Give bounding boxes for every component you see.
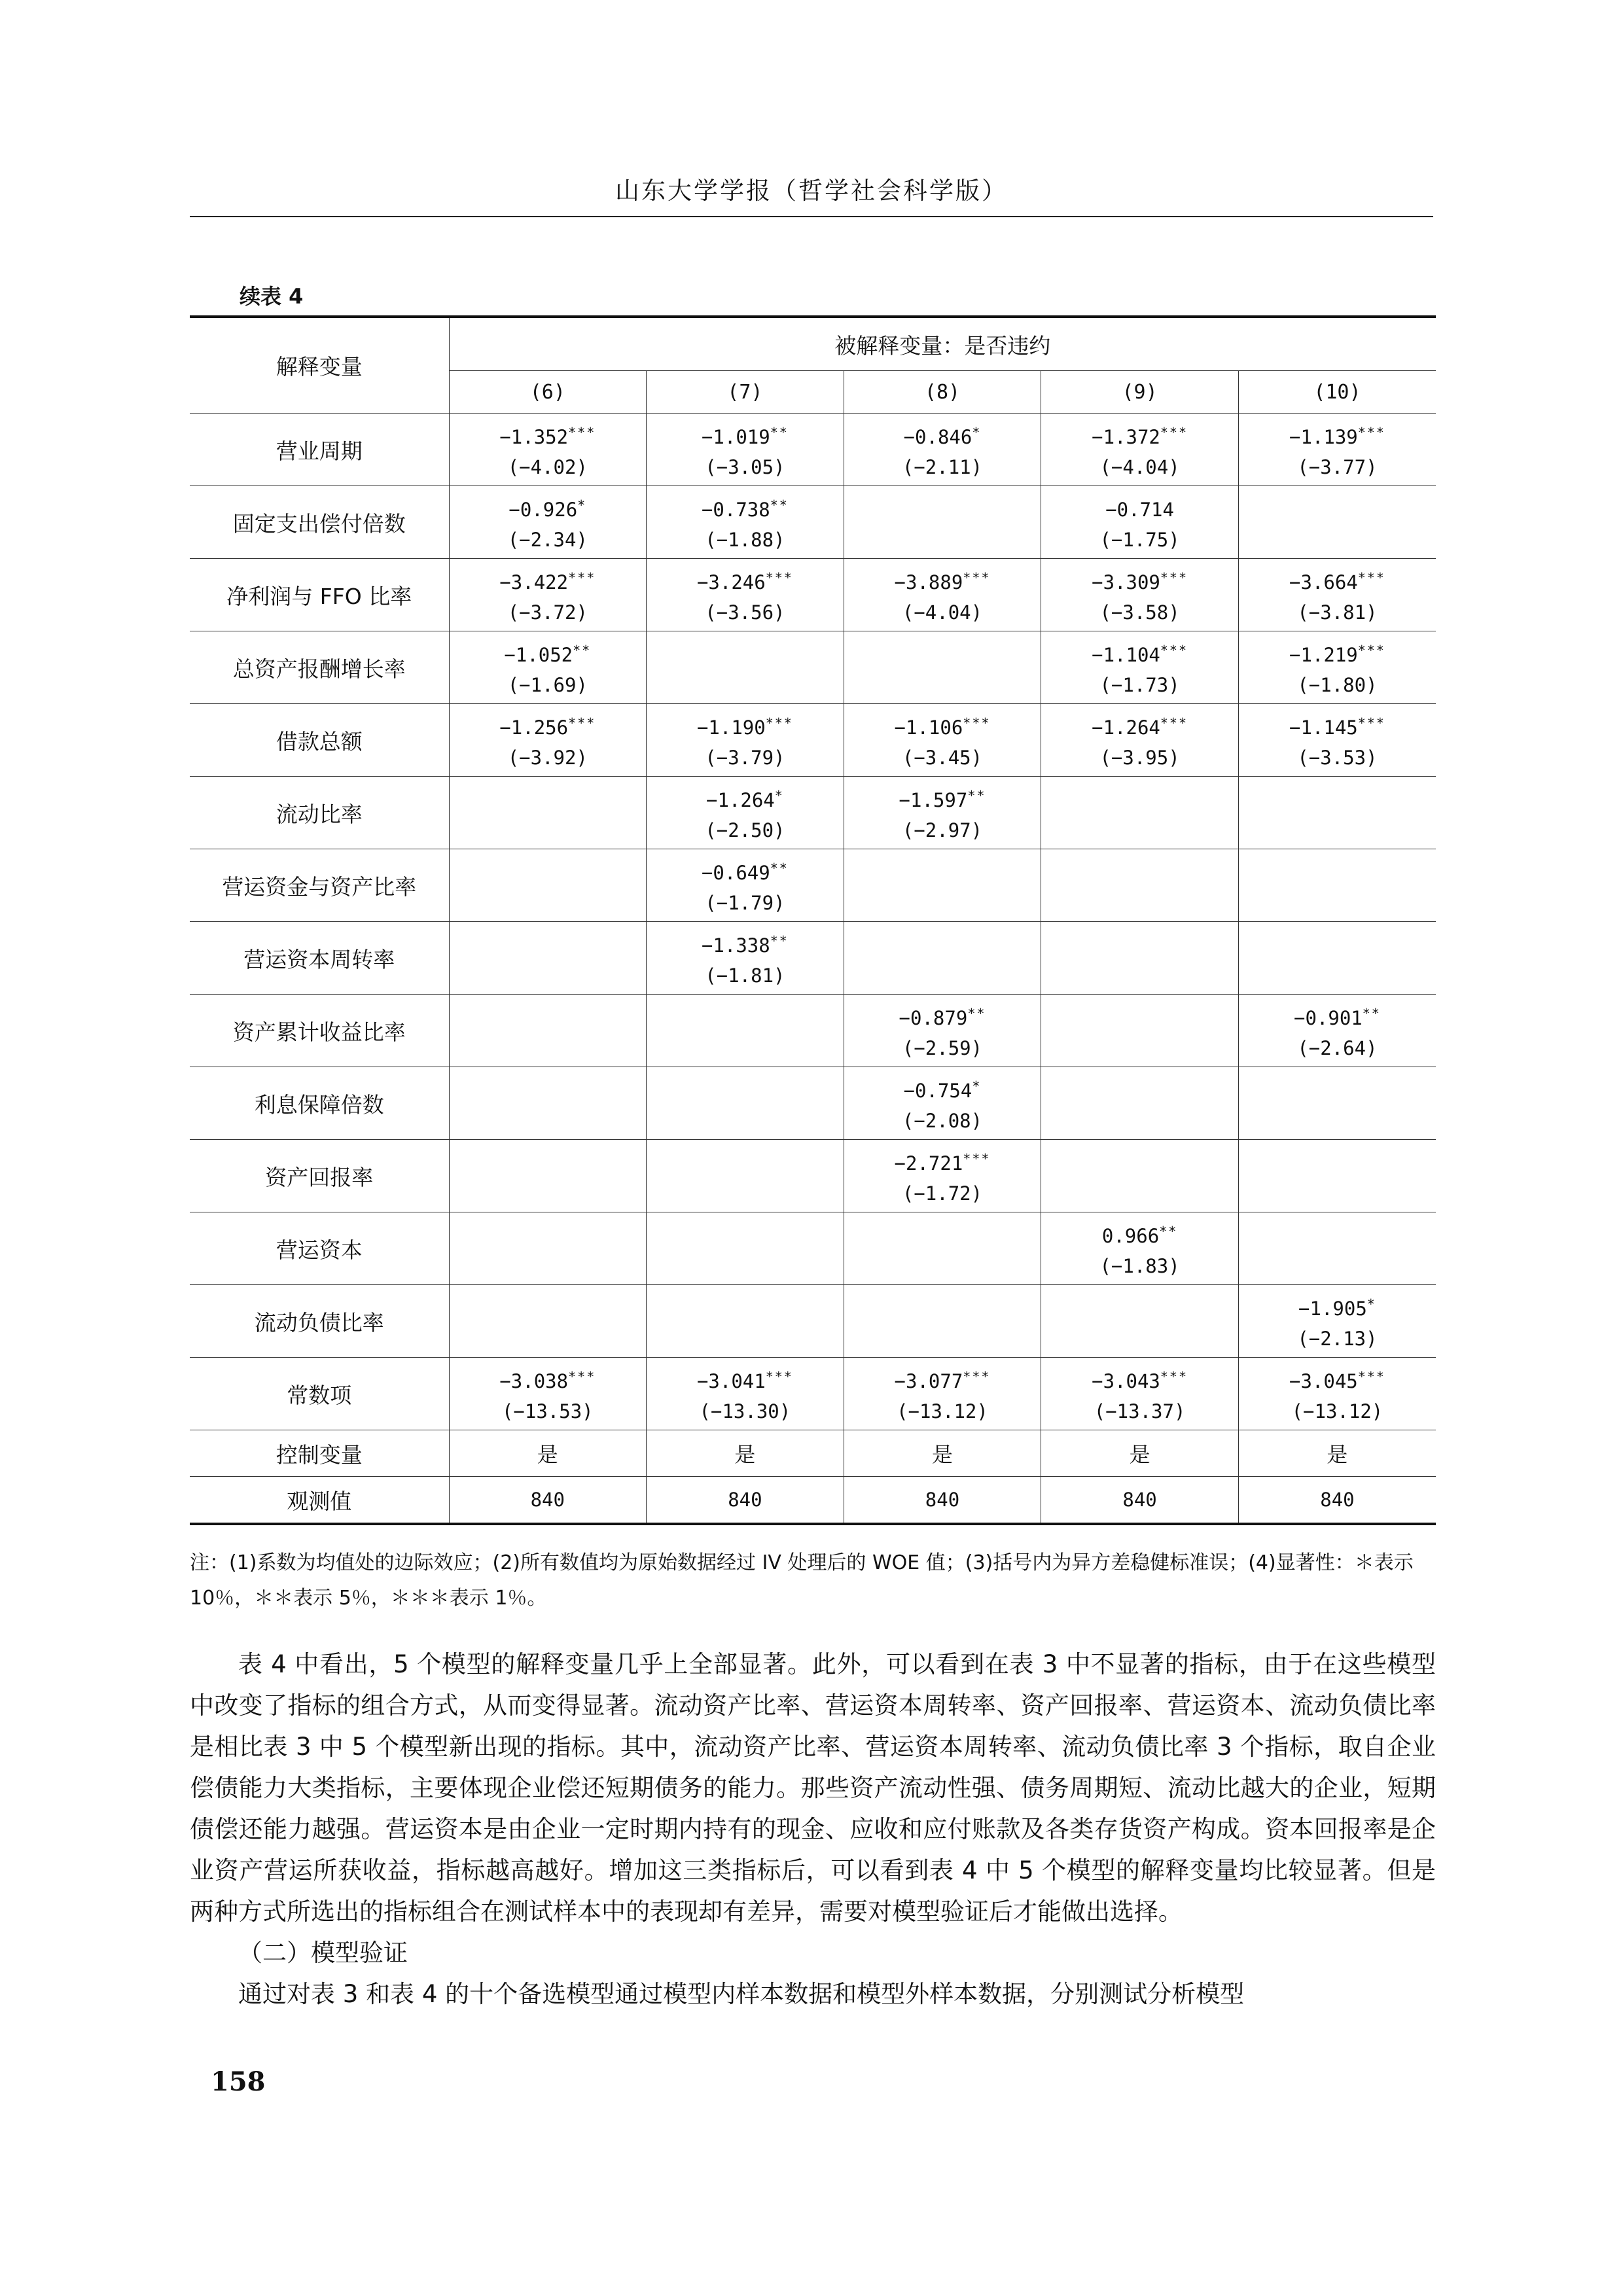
significance-stars: *** bbox=[1357, 642, 1385, 658]
t-statistic: (−2.34) bbox=[507, 528, 588, 551]
significance-stars: * bbox=[972, 1078, 982, 1094]
significance-stars: *** bbox=[963, 1368, 991, 1385]
t-statistic: (−13.30) bbox=[699, 1400, 791, 1422]
coefficient-cell bbox=[844, 631, 1041, 704]
coefficient-cell bbox=[647, 922, 844, 995]
model-column-7: (7) bbox=[647, 371, 844, 414]
variable-name: 常数项 bbox=[190, 1358, 449, 1430]
coefficient-value: −1.104 bbox=[1092, 643, 1160, 666]
coefficient-cell bbox=[1238, 414, 1436, 486]
coefficient-cell bbox=[449, 486, 647, 559]
coefficient-cell bbox=[647, 414, 844, 486]
coefficient-cell bbox=[449, 704, 647, 777]
variable-name: 流动负债比率 bbox=[190, 1285, 449, 1358]
variable-name: 固定支出偿付倍数 bbox=[190, 486, 449, 559]
t-statistic: (−3.77) bbox=[1297, 455, 1378, 478]
variable-name: 借款总额 bbox=[190, 704, 449, 777]
coefficient-cell bbox=[1041, 631, 1239, 704]
variable-name: 营业周期 bbox=[190, 414, 449, 486]
coefficient-cell bbox=[1238, 1358, 1436, 1430]
table-note: 注：(1)系数为均值处的边际效应；(2)所有数值均为原始数据经过 IV 处理后的 WOE 值；(3)括号内为异方差稳健标准误；(4)显著性：＊表示 10％，＊＊表示 5％，＊＊＊表示 1％。 bbox=[190, 1551, 1414, 1610]
summary-cell: 840 bbox=[844, 1477, 1041, 1525]
coefficient-cell bbox=[844, 1067, 1041, 1140]
coefficient-cell bbox=[844, 995, 1041, 1067]
significance-stars: *** bbox=[1160, 569, 1188, 586]
summary-cell: 是 bbox=[449, 1430, 647, 1477]
coefficient-cell bbox=[1041, 995, 1239, 1067]
coefficient-cell bbox=[449, 414, 647, 486]
coefficient-cell bbox=[449, 559, 647, 631]
significance-stars: *** bbox=[568, 569, 596, 586]
table-row bbox=[190, 559, 1436, 631]
table-row bbox=[190, 1285, 1436, 1358]
coefficient-cell bbox=[647, 1067, 844, 1140]
summary-cell: 是 bbox=[1238, 1430, 1436, 1477]
coefficient-value: −1.219 bbox=[1289, 643, 1358, 666]
significance-stars: *** bbox=[1160, 424, 1188, 440]
coefficient-cell bbox=[1041, 1212, 1239, 1285]
coefficient-cell bbox=[1041, 777, 1239, 849]
coefficient-cell bbox=[1238, 559, 1436, 631]
table-row bbox=[190, 1212, 1436, 1285]
table-row bbox=[190, 777, 1436, 849]
t-statistic: (−2.11) bbox=[902, 455, 983, 478]
table-row bbox=[190, 995, 1436, 1067]
t-statistic: (−4.04) bbox=[1099, 455, 1180, 478]
variable-name: 总资产报酬增长率 bbox=[190, 631, 449, 704]
coefficient-value: −3.038 bbox=[499, 1369, 569, 1392]
variable-name: 流动比率 bbox=[190, 777, 449, 849]
summary-cell: 是 bbox=[647, 1430, 844, 1477]
significance-stars: *** bbox=[1357, 1368, 1385, 1385]
variable-name: 观测值 bbox=[190, 1477, 449, 1525]
significance-stars: * bbox=[972, 424, 982, 440]
coefficient-cell bbox=[449, 922, 647, 995]
significance-stars: *** bbox=[765, 1368, 793, 1385]
significance-stars: ** bbox=[1362, 1005, 1381, 1021]
summary-cell: 840 bbox=[1238, 1477, 1436, 1525]
model-column-6: (6) bbox=[449, 371, 647, 414]
coefficient-cell bbox=[1041, 486, 1239, 559]
t-statistic: (−3.72) bbox=[507, 601, 588, 624]
t-statistic: (−3.05) bbox=[705, 455, 785, 478]
significance-stars: *** bbox=[963, 1150, 991, 1167]
significance-stars: *** bbox=[568, 715, 596, 731]
t-statistic: (−2.08) bbox=[902, 1109, 983, 1132]
row-header-label: 解释变量 bbox=[190, 317, 449, 414]
coefficient-value: −1.139 bbox=[1289, 425, 1358, 448]
significance-stars: ** bbox=[967, 1005, 986, 1021]
coefficient-cell bbox=[647, 849, 844, 922]
section-heading: （二）模型验证 bbox=[238, 1939, 408, 1967]
coefficient-value: 0.966 bbox=[1101, 1224, 1160, 1247]
table-row bbox=[190, 1067, 1436, 1140]
t-statistic: (−3.45) bbox=[902, 746, 983, 769]
coefficient-value: −3.077 bbox=[894, 1369, 963, 1392]
summary-cell: 是 bbox=[844, 1430, 1041, 1477]
t-statistic: (−3.95) bbox=[1099, 746, 1180, 769]
significance-stars: * bbox=[577, 497, 587, 513]
t-statistic: (−3.92) bbox=[507, 746, 588, 769]
coefficient-cell bbox=[844, 849, 1041, 922]
table-row bbox=[190, 704, 1436, 777]
significance-stars: *** bbox=[568, 1368, 596, 1385]
t-statistic: (−13.53) bbox=[501, 1400, 594, 1422]
coefficient-cell bbox=[449, 1140, 647, 1212]
coefficient-cell bbox=[449, 1358, 647, 1430]
coefficient-cell bbox=[449, 849, 647, 922]
body-text bbox=[190, 1644, 1436, 2015]
significance-stars: *** bbox=[1357, 424, 1385, 440]
coefficient-cell bbox=[647, 777, 844, 849]
summary-cell: 是 bbox=[1041, 1430, 1239, 1477]
significance-stars: * bbox=[1366, 1296, 1376, 1312]
t-statistic: (−1.79) bbox=[705, 891, 785, 914]
coefficient-cell bbox=[1238, 777, 1436, 849]
significance-stars: *** bbox=[1357, 715, 1385, 731]
t-statistic: (−2.59) bbox=[902, 1036, 983, 1059]
coefficient-cell bbox=[449, 1285, 647, 1358]
coefficient-value: −1.905 bbox=[1298, 1297, 1367, 1320]
coefficient-value: −3.664 bbox=[1289, 571, 1358, 593]
significance-stars: *** bbox=[765, 715, 793, 731]
coefficient-cell bbox=[1238, 995, 1436, 1067]
significance-stars: *** bbox=[963, 569, 991, 586]
coefficient-value: −1.338 bbox=[701, 934, 770, 957]
summary-row bbox=[190, 1477, 1436, 1525]
t-statistic: (−1.88) bbox=[705, 528, 785, 551]
coefficient-cell bbox=[1238, 486, 1436, 559]
significance-stars: ** bbox=[573, 642, 592, 658]
coefficient-value: −0.714 bbox=[1105, 498, 1174, 521]
significance-stars: ** bbox=[770, 497, 789, 513]
table-row bbox=[190, 1358, 1436, 1430]
coefficient-cell bbox=[647, 1212, 844, 1285]
variable-name: 利息保障倍数 bbox=[190, 1067, 449, 1140]
coefficient-cell bbox=[1238, 1285, 1436, 1358]
coefficient-value: −1.597 bbox=[899, 788, 968, 811]
coefficient-cell bbox=[647, 1285, 844, 1358]
t-statistic: (−1.73) bbox=[1099, 673, 1180, 696]
coefficient-value: −1.372 bbox=[1092, 425, 1160, 448]
variable-name: 净利润与 FFO 比率 bbox=[190, 559, 449, 631]
coefficient-cell bbox=[449, 995, 647, 1067]
t-statistic: (−1.75) bbox=[1099, 528, 1180, 551]
coefficient-value: −3.309 bbox=[1092, 571, 1160, 593]
variable-name: 营运资本周转率 bbox=[190, 922, 449, 995]
significance-stars: * bbox=[774, 787, 784, 804]
coefficient-cell bbox=[844, 414, 1041, 486]
coefficient-cell bbox=[844, 1140, 1041, 1212]
summary-cell: 840 bbox=[1041, 1477, 1239, 1525]
coefficient-cell bbox=[449, 1067, 647, 1140]
significance-stars: *** bbox=[1357, 569, 1385, 586]
coefficient-cell bbox=[647, 631, 844, 704]
coefficient-value: −1.052 bbox=[504, 643, 573, 666]
significance-stars: ** bbox=[770, 424, 789, 440]
table-caption: 续表 4 bbox=[240, 284, 304, 309]
coefficient-cell bbox=[844, 704, 1041, 777]
t-statistic: (−13.12) bbox=[897, 1400, 988, 1422]
variable-name: 营运资金与资产比率 bbox=[190, 849, 449, 922]
coefficient-cell bbox=[1238, 1212, 1436, 1285]
table-row bbox=[190, 486, 1436, 559]
coefficient-cell bbox=[1041, 922, 1239, 995]
significance-stars: ** bbox=[967, 787, 986, 804]
coefficient-cell bbox=[449, 777, 647, 849]
t-statistic: (−4.04) bbox=[902, 601, 983, 624]
t-statistic: (−3.58) bbox=[1099, 601, 1180, 624]
significance-stars: *** bbox=[1160, 642, 1188, 658]
coefficient-cell bbox=[1238, 631, 1436, 704]
coefficient-cell bbox=[1238, 1067, 1436, 1140]
coefficient-cell bbox=[1238, 922, 1436, 995]
coefficient-value: −0.649 bbox=[701, 861, 770, 884]
coefficient-cell bbox=[647, 704, 844, 777]
coefficient-value: −1.264 bbox=[1092, 716, 1160, 739]
t-statistic: (−4.02) bbox=[507, 455, 588, 478]
significance-stars: ** bbox=[770, 932, 789, 949]
coefficient-cell bbox=[844, 486, 1041, 559]
significance-stars: ** bbox=[770, 860, 789, 876]
paragraph: 通过对表 3 和表 4 的十个备选模型通过模型内样本数据和模型外样本数据，分别测试分析模型 bbox=[238, 1980, 1245, 2008]
coefficient-value: −3.246 bbox=[696, 571, 766, 593]
variable-name: 营运资本 bbox=[190, 1212, 449, 1285]
table-row bbox=[190, 1140, 1436, 1212]
t-statistic: (−13.12) bbox=[1291, 1400, 1383, 1422]
coefficient-value: −0.926 bbox=[508, 498, 578, 521]
variable-name: 资产回报率 bbox=[190, 1140, 449, 1212]
coefficient-value: −1.106 bbox=[894, 716, 963, 739]
model-column-9: (9) bbox=[1041, 371, 1239, 414]
t-statistic: (−1.83) bbox=[1099, 1254, 1180, 1277]
significance-stars: *** bbox=[1160, 715, 1188, 731]
coefficient-cell bbox=[647, 1358, 844, 1430]
page-number: 158 bbox=[211, 2066, 266, 2097]
coefficient-value: −3.045 bbox=[1289, 1369, 1358, 1392]
coefficient-cell bbox=[1041, 1285, 1239, 1358]
coefficient-cell bbox=[844, 777, 1041, 849]
coefficient-cell bbox=[844, 559, 1041, 631]
coefficient-cell bbox=[1041, 559, 1239, 631]
variable-name: 资产累计收益比率 bbox=[190, 995, 449, 1067]
coefficient-cell bbox=[1041, 414, 1239, 486]
t-statistic: (−3.56) bbox=[705, 601, 785, 624]
coefficient-cell bbox=[844, 1212, 1041, 1285]
coefficient-cell bbox=[1041, 1140, 1239, 1212]
coefficient-cell bbox=[449, 631, 647, 704]
coefficient-value: −3.041 bbox=[696, 1369, 766, 1392]
significance-stars: *** bbox=[963, 715, 991, 731]
t-statistic: (−2.97) bbox=[902, 819, 983, 841]
running-header bbox=[190, 171, 1433, 217]
coefficient-value: −1.019 bbox=[701, 425, 770, 448]
significance-stars: *** bbox=[765, 569, 793, 586]
coefficient-value: −3.889 bbox=[894, 571, 963, 593]
coefficient-cell bbox=[844, 922, 1041, 995]
summary-row bbox=[190, 1430, 1436, 1477]
coefficient-cell bbox=[647, 559, 844, 631]
coefficient-cell bbox=[647, 486, 844, 559]
t-statistic: (−1.80) bbox=[1297, 673, 1378, 696]
coefficient-value: −1.352 bbox=[499, 425, 569, 448]
summary-cell: 840 bbox=[647, 1477, 844, 1525]
variable-name: 控制变量 bbox=[190, 1430, 449, 1477]
coefficient-value: −1.190 bbox=[696, 716, 766, 739]
coefficient-value: −1.145 bbox=[1289, 716, 1358, 739]
coefficient-cell bbox=[647, 1140, 844, 1212]
t-statistic: (−13.37) bbox=[1094, 1400, 1186, 1422]
coefficient-cell bbox=[449, 1212, 647, 1285]
t-statistic: (−1.69) bbox=[507, 673, 588, 696]
coefficient-value: −3.422 bbox=[499, 571, 569, 593]
journal-title: 山东大学学报（哲学社会科学版） bbox=[615, 177, 1008, 205]
table-row bbox=[190, 414, 1436, 486]
significance-stars: *** bbox=[568, 424, 596, 440]
coefficient-value: −0.879 bbox=[899, 1006, 968, 1029]
significance-stars: ** bbox=[1159, 1223, 1178, 1239]
coefficient-cell bbox=[1238, 704, 1436, 777]
t-statistic: (−2.64) bbox=[1297, 1036, 1378, 1059]
coefficient-value: −0.754 bbox=[903, 1079, 972, 1102]
coefficient-value: −2.721 bbox=[894, 1152, 963, 1174]
model-column-8: (8) bbox=[844, 371, 1041, 414]
t-statistic: (−2.13) bbox=[1297, 1327, 1378, 1350]
coefficient-cell bbox=[1041, 1067, 1239, 1140]
t-statistic: (−3.81) bbox=[1297, 601, 1378, 624]
coefficient-cell bbox=[844, 1358, 1041, 1430]
t-statistic: (−3.53) bbox=[1297, 746, 1378, 769]
regression-table bbox=[190, 315, 1436, 1525]
paragraph: 表 4 中看出，5 个模型的解释变量几乎上全部显著。此外，可以看到在表 3 中不显著的指标，由于在这些模型中改变了指标的组合方式，从而变得显著。流动资产比率、营运资本周转率、资产回报率、营运资本、流动负债比率是相比表 3 中 5 个模型新出现的指标。其中，流动资产比率、营运资本周转率、流动负债比率 3 个指标，取自企业偿债能力大类指标，主要体现企业偿还短期债务的能力。那些资产流动性强、债务周期短、流动比越大的企业，短期债偿还能力越强。营运资本是由企业一定时期内持有的现金、应收和应付账款及各类存货资产构成。资本回报率是企业资产营运所获收益，指标越高越好。增加这三类指标后，可以看到表 4 中 5 个模型的解释变量均比较显著。但是两种方式所选出的指标组合在测试样本中的表现却有差异，需要对模型验证后才能做出选择。 bbox=[190, 1650, 1436, 1926]
t-statistic: (−2.50) bbox=[705, 819, 785, 841]
coefficient-cell bbox=[844, 1285, 1041, 1358]
model-column-10: (10) bbox=[1238, 371, 1436, 414]
coefficient-value: −1.256 bbox=[499, 716, 569, 739]
coefficient-cell bbox=[647, 995, 844, 1067]
coefficient-value: −0.846 bbox=[903, 425, 972, 448]
table-row bbox=[190, 631, 1436, 704]
t-statistic: (−3.79) bbox=[705, 746, 785, 769]
coefficient-cell bbox=[1238, 849, 1436, 922]
coefficient-value: −0.738 bbox=[701, 498, 770, 521]
dependent-variable-label: 被解释变量：是否违约 bbox=[449, 317, 1436, 371]
table-row bbox=[190, 922, 1436, 995]
coefficient-value: −3.043 bbox=[1092, 1369, 1160, 1392]
table-row bbox=[190, 849, 1436, 922]
coefficient-cell bbox=[1041, 1358, 1239, 1430]
coefficient-cell bbox=[1041, 849, 1239, 922]
significance-stars: *** bbox=[1160, 1368, 1188, 1385]
coefficient-cell bbox=[1238, 1140, 1436, 1212]
t-statistic: (−1.72) bbox=[902, 1182, 983, 1205]
coefficient-value: −0.901 bbox=[1294, 1006, 1363, 1029]
t-statistic: (−1.81) bbox=[705, 964, 785, 987]
summary-cell: 840 bbox=[449, 1477, 647, 1525]
coefficient-value: −1.264 bbox=[705, 788, 775, 811]
coefficient-cell bbox=[1041, 704, 1239, 777]
